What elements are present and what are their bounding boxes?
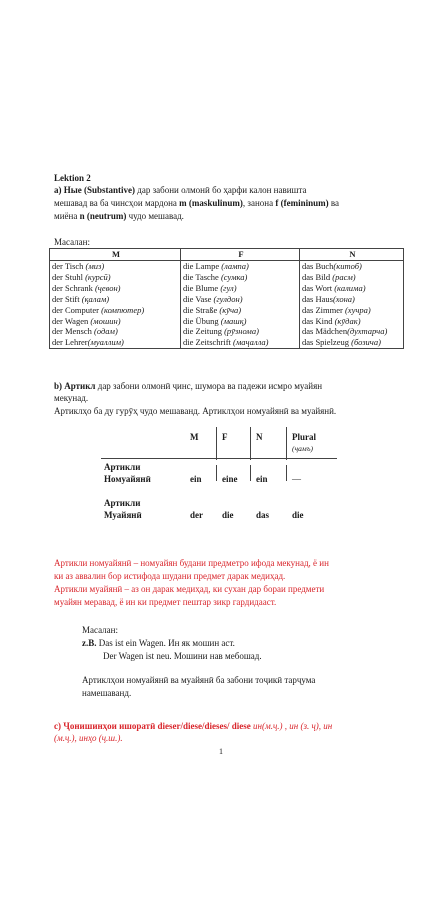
noun-word: das Kind — [302, 315, 335, 326]
article-header-n: N — [256, 432, 263, 442]
term-maskulinum: m (maskulinum) — [179, 198, 243, 208]
example2-sentence: Das ist ein Wagen. Ин як мошин аст. — [96, 638, 235, 648]
noun-translation: (хучра) — [344, 304, 371, 315]
feminine-noun — [183, 316, 299, 327]
noun-translation: (компютер) — [101, 304, 145, 315]
section-c-label: c) Ҷонишинҳои ишоратӣ dieser/diese/dieses/ diese — [54, 721, 251, 731]
section-b-line3: Артиклҳо ба ду гурӯҳ чудо мешаванд. Артиклҳои номуайянӣ ва муайянӣ. — [54, 406, 337, 416]
noun-translation: (машқ) — [220, 315, 247, 326]
feminine-noun — [183, 261, 299, 272]
noun-translation: (одам) — [94, 326, 118, 337]
definite-n: das — [256, 510, 270, 520]
noun-translation: (мошин) — [90, 315, 121, 326]
noun-translation: (муаллим) — [87, 337, 124, 348]
noun-word: das Mädchen — [302, 326, 348, 337]
lesson-title: Lektion 2 — [54, 173, 91, 183]
neuter-noun — [302, 337, 403, 348]
noun-word: der Stift — [52, 293, 82, 304]
neuter-noun — [302, 294, 403, 305]
zb-abbreviation: z.B. — [82, 638, 97, 648]
noun-translation: (миз) — [85, 261, 105, 271]
noun-translation: (кӯча) — [219, 304, 242, 315]
column-header-f: F — [181, 249, 300, 261]
noun-translation: (маҷалла) — [233, 337, 269, 348]
plural-note: (ҷамъ) — [292, 444, 314, 453]
example2-line2: Der Wagen ist neu. Мошини нав мебошад. — [103, 651, 262, 661]
note-line: Артиклҳои номуайянӣ ва муайянӣ ба забони тоҷикӣ тарҷума — [82, 675, 316, 685]
feminine-noun — [183, 294, 299, 305]
table-rule — [250, 427, 251, 460]
note-line: намешаванд. — [82, 688, 132, 698]
noun-translation: (кӯдак) — [334, 315, 361, 326]
indefinite-m: ein — [190, 474, 202, 484]
masculine-noun — [52, 326, 180, 337]
noun-word: das Buch — [302, 261, 334, 271]
indefinite-article-label: Артикли — [104, 462, 141, 472]
noun-word: die Zeitschrift — [183, 337, 234, 348]
article-header-m: M — [190, 432, 199, 442]
table-rule — [286, 427, 287, 460]
noun-word: die Tasche — [183, 271, 221, 282]
feminine-noun — [183, 272, 299, 283]
masculine-noun — [52, 316, 180, 327]
masculine-noun — [52, 294, 180, 305]
red-paragraph-line: Артикли номуайянӣ – номуайян будани предметро ифода мекунад, ё ин — [54, 558, 329, 568]
noun-translation: (қалам) — [81, 293, 110, 304]
noun-word: der Computer — [52, 304, 102, 315]
noun-translation: (курсӣ) — [85, 271, 111, 282]
noun-translation: (гулдон) — [213, 293, 243, 304]
noun-translation: (гул) — [220, 282, 237, 293]
feminine-noun — [183, 283, 299, 294]
table-rule — [250, 465, 251, 481]
neuter-noun — [302, 326, 403, 337]
section-b-line2: мекунад. — [54, 393, 89, 403]
indefinite-plural: — — [292, 474, 301, 484]
term-femininum: f (femininum) — [275, 198, 329, 208]
noun-translation: (сумка) — [220, 271, 248, 282]
section-a-line2 — [54, 197, 339, 209]
noun-word: das Wort — [302, 282, 335, 293]
section-a-text: дар забони олмонӣ бо ҳарфи калон навишта — [135, 185, 307, 195]
noun-word: das Zimmer — [302, 304, 345, 315]
section-a-text: мешавад ва ба чинсҳои мардона — [54, 198, 180, 208]
noun-word: die Zeitung — [183, 326, 225, 337]
neuter-noun — [302, 283, 403, 294]
section-b-line1 — [54, 380, 322, 392]
section-a-line1 — [54, 184, 307, 196]
noun-translation: (хона) — [332, 293, 355, 304]
example2-label: Масалан: — [82, 625, 118, 635]
feminine-nouns-cell — [181, 261, 300, 349]
noun-translation: (бозича) — [351, 337, 381, 348]
section-c-text: ин(м.ҷ.) , ин (з. ҷ), ин — [250, 721, 333, 731]
masculine-noun — [52, 283, 180, 294]
noun-word: der Tisch — [52, 261, 86, 271]
neuter-noun — [302, 316, 403, 327]
noun-word: die Lampe — [183, 261, 222, 271]
masculine-noun — [52, 305, 180, 316]
section-c-line1 — [54, 720, 332, 732]
noun-word: die Vase — [183, 293, 214, 304]
table-rule — [101, 458, 337, 459]
definite-article-label: Артикли — [104, 498, 141, 508]
noun-word: die Übung — [183, 315, 221, 326]
noun-translation: (духтарча) — [347, 326, 388, 337]
neuter-noun — [302, 272, 403, 283]
red-paragraph-line: Артикли муайянӣ – аз он дарак медиҳад, ки сухан дар бораи предмети — [54, 584, 325, 594]
noun-translation: (китоб) — [333, 261, 362, 271]
indefinite-f: eine — [222, 474, 238, 484]
section-b-text: дар забони олмонӣ ҷинс, шумора ва падежи исмро муайян — [95, 381, 323, 391]
noun-word: das Haus — [302, 293, 333, 304]
indefinite-n: ein — [256, 474, 268, 484]
definite-article-label: Муайянӣ — [104, 510, 142, 520]
masculine-noun — [52, 337, 180, 348]
feminine-noun — [183, 305, 299, 316]
noun-word: das Bild — [302, 271, 333, 282]
noun-word: das Spielzeug — [302, 337, 352, 348]
page-number: 1 — [219, 747, 223, 756]
section-a-text: миёна — [54, 211, 80, 221]
noun-translation: (калима) — [334, 282, 366, 293]
section-a-text: , занона — [242, 198, 276, 208]
section-a-line3 — [54, 210, 184, 222]
section-b-label: b) Артикл — [54, 381, 96, 391]
noun-translation: (лампа) — [221, 261, 249, 271]
feminine-noun — [183, 326, 299, 337]
definite-f: die — [222, 510, 234, 520]
noun-word: der Wagen — [52, 315, 91, 326]
red-paragraph-line: муайян меравад, ё ин ки предмет пештар зикр гардидааст. — [54, 597, 277, 607]
definite-plural: die — [292, 510, 304, 520]
red-paragraph-line: ки аз аввалин бор истифода шудани предмет дарак медиҳад. — [54, 571, 286, 581]
neuter-nouns-cell — [300, 261, 404, 349]
table-rule — [286, 465, 287, 481]
table-rule — [216, 427, 217, 460]
masculine-noun — [52, 261, 180, 272]
noun-word: die Straße — [183, 304, 220, 315]
term-neutrum: n (neutrum) — [79, 211, 127, 221]
noun-gender-table — [49, 248, 404, 349]
table-rule — [216, 465, 217, 481]
indefinite-article-label: Номуайянӣ — [104, 474, 151, 484]
masculine-nouns-cell — [50, 261, 181, 349]
column-header-m: M — [50, 249, 181, 261]
noun-translation: (расм) — [332, 271, 356, 282]
section-a-text: ва — [328, 198, 339, 208]
definite-m: der — [190, 510, 203, 520]
section-a-label: a) Ные (Substantive) — [54, 185, 136, 195]
neuter-noun — [302, 305, 403, 316]
feminine-noun — [183, 337, 299, 348]
article-header-plural: Plural — [292, 432, 316, 442]
noun-word: der Schrank — [52, 282, 95, 293]
article-header-f: F — [222, 432, 228, 442]
example2-line1 — [82, 637, 235, 649]
neuter-noun — [302, 261, 403, 272]
noun-word: der Mensch — [52, 326, 95, 337]
noun-word: der Stuhl — [52, 271, 86, 282]
noun-word: der Lehrer — [52, 337, 88, 348]
noun-word: die Blume — [183, 282, 221, 293]
masculine-noun — [52, 272, 180, 283]
noun-translation: (ҷевон) — [94, 282, 121, 293]
example-label: Масалан: — [54, 237, 90, 247]
section-c-line2: (м.ҷ.), инҳо (ҷ.ш.). — [54, 733, 123, 743]
column-header-n: N — [300, 249, 404, 261]
noun-translation: (рӯзнома) — [224, 326, 259, 337]
section-a-text: чудо мешавад. — [126, 211, 184, 221]
